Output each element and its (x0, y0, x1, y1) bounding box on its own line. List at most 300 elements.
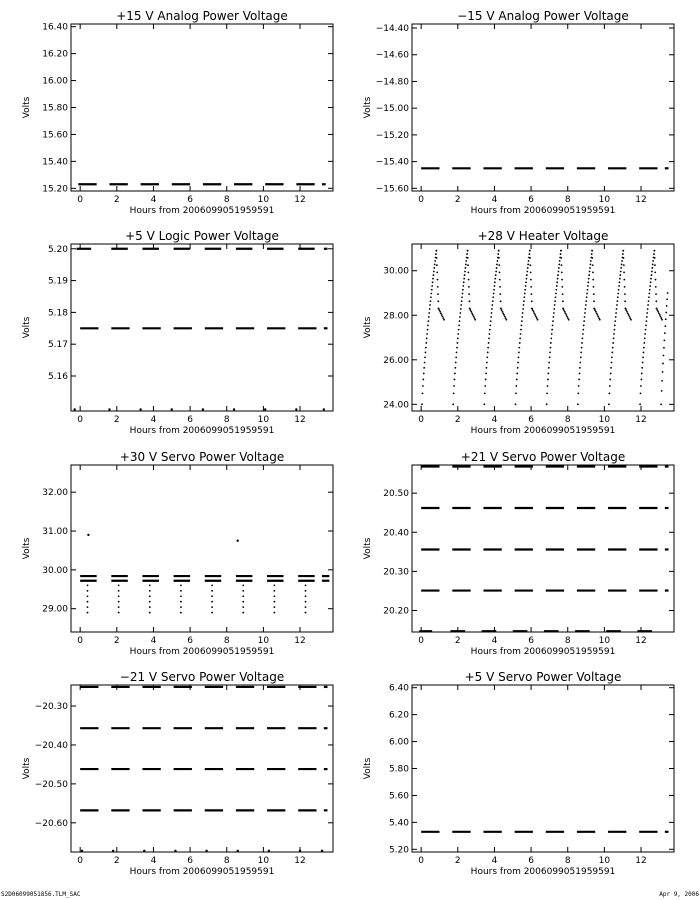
y-tick-label: 20.30 (383, 567, 409, 578)
data-point (532, 309, 534, 311)
data-point (525, 281, 527, 283)
data-point (583, 320, 585, 322)
x-tick-label: 2 (454, 636, 461, 646)
x-axis-label: Hours from 2006099051959591 (470, 426, 616, 436)
x-tick-label: 12 (294, 195, 306, 205)
data-point (242, 590, 244, 592)
data-point (529, 264, 531, 266)
data-point (264, 408, 266, 410)
data-point (456, 347, 458, 349)
data-point (654, 271, 656, 273)
data-point (551, 333, 553, 335)
data-point (617, 293, 619, 295)
data-point (558, 267, 560, 269)
data-point (486, 356, 488, 358)
data-point (663, 355, 665, 357)
data-point (471, 312, 473, 314)
data-point (233, 408, 235, 410)
data-point (273, 601, 275, 603)
data-point (305, 601, 307, 603)
x-tick-label: 8 (223, 636, 230, 646)
data-point (459, 312, 461, 314)
x-tick-label: 8 (564, 856, 571, 866)
x-tick-label: 0 (418, 856, 425, 866)
data-point (431, 285, 433, 287)
y-tick-label: −15.40 (375, 157, 409, 168)
data-point (492, 296, 494, 298)
data-point (625, 309, 627, 311)
chart-title: +21 V Servo Power Voltage (460, 450, 626, 464)
data-point (624, 286, 626, 288)
y-tick-label: 15.20 (42, 184, 68, 195)
data-point (597, 314, 599, 316)
x-tick-label: 4 (150, 856, 157, 866)
data-point (552, 324, 554, 326)
data-point (518, 356, 520, 358)
data-point (629, 317, 631, 319)
data-point (429, 304, 431, 306)
data-point (469, 300, 471, 302)
data-point (662, 371, 664, 373)
data-point (652, 260, 654, 262)
data-point (430, 300, 432, 302)
data-point (586, 293, 588, 295)
data-point (456, 352, 458, 354)
y-tick-label: 5.17 (47, 340, 68, 351)
data-point (180, 606, 182, 608)
x-tick-label: 4 (491, 415, 498, 425)
x-tick-label: 2 (113, 195, 120, 205)
data-point (622, 253, 624, 255)
data-point (455, 356, 457, 358)
data-point (659, 314, 661, 316)
data-point (556, 281, 558, 283)
data-point (305, 584, 307, 586)
y-tick-label: −14.80 (375, 77, 409, 88)
data-point (561, 271, 563, 273)
x-tick-label: 0 (77, 636, 84, 646)
data-point (577, 403, 579, 405)
data-point (595, 311, 597, 313)
data-point (536, 317, 538, 319)
data-point (639, 403, 641, 405)
x-tick-label: 0 (77, 856, 84, 866)
y-tick-label: 5.16 (47, 372, 68, 383)
data-point (590, 260, 592, 262)
data-point (654, 257, 656, 259)
y-tick-label: 15.40 (42, 157, 68, 168)
data-point (527, 264, 529, 266)
data-point (483, 403, 485, 405)
data-point (437, 286, 439, 288)
data-point (619, 274, 621, 276)
data-point (654, 264, 656, 266)
data-point (211, 612, 213, 614)
data-point (499, 286, 501, 288)
data-point (87, 606, 89, 608)
data-point (143, 850, 145, 852)
y-tick-label: 29.00 (42, 604, 68, 615)
plot-frame (412, 244, 674, 411)
y-tick-label: −14.40 (375, 24, 409, 35)
data-point (649, 285, 651, 287)
data-point (149, 612, 151, 614)
x-tick-label: 0 (418, 195, 425, 205)
data-point (474, 319, 476, 321)
y-axis-label: Volts (22, 537, 32, 560)
data-point (664, 332, 666, 334)
data-point (465, 260, 467, 262)
x-tick-label: 12 (635, 636, 647, 646)
data-point (622, 250, 624, 252)
data-point (467, 264, 469, 266)
x-axis-label: Hours from 2006099051959591 (129, 867, 275, 877)
data-point (490, 316, 492, 318)
data-point (616, 304, 618, 306)
data-point (118, 601, 120, 603)
data-point (438, 309, 440, 311)
y-tick-label: −20.50 (34, 779, 68, 790)
x-tick-label: 2 (454, 195, 461, 205)
data-point (550, 338, 552, 340)
data-point (591, 257, 593, 259)
x-tick-label: 6 (187, 856, 193, 866)
data-point (641, 373, 643, 375)
data-point (621, 264, 623, 266)
data-point (439, 311, 441, 313)
data-point (657, 311, 659, 313)
data-point (661, 390, 663, 392)
chart-title: +28 V Heater Voltage (477, 229, 609, 243)
data-point (468, 286, 470, 288)
data-point (646, 316, 648, 318)
y-tick-label: 5.18 (47, 308, 68, 319)
data-point (591, 253, 593, 255)
data-point (614, 329, 616, 331)
data-point (524, 289, 526, 291)
data-point (268, 850, 270, 852)
data-point (242, 584, 244, 586)
data-point (489, 333, 491, 335)
data-point (180, 595, 182, 597)
data-point (650, 278, 652, 280)
data-point (560, 250, 562, 252)
data-point (180, 601, 182, 603)
data-point (599, 319, 601, 321)
data-point (515, 403, 517, 405)
chart-title: +15 V Analog Power Voltage (116, 9, 288, 23)
y-tick-label: 30.00 (383, 266, 409, 277)
data-point (87, 534, 89, 536)
data-point (211, 601, 213, 603)
data-point (500, 308, 502, 310)
data-point (237, 540, 239, 542)
data-point (211, 595, 213, 597)
data-point (660, 317, 662, 319)
footer-filename: S2D06099051856.TLM_SAC (1, 891, 81, 898)
data-point (663, 347, 665, 349)
data-point (434, 264, 436, 266)
data-point (652, 264, 654, 266)
x-tick-label: 10 (598, 415, 611, 425)
data-point (556, 285, 558, 287)
x-tick-label: 4 (150, 415, 157, 425)
data-point (530, 271, 532, 273)
x-tick-label: 4 (150, 636, 157, 646)
x-tick-label: 0 (77, 415, 84, 425)
data-point (555, 296, 557, 298)
data-point (435, 253, 437, 255)
data-point (504, 316, 506, 318)
data-point (586, 296, 588, 298)
data-point (667, 292, 669, 294)
data-point (494, 278, 496, 280)
data-point (625, 308, 627, 310)
data-point (660, 403, 662, 405)
data-point (461, 300, 463, 302)
data-point (523, 300, 525, 302)
y-tick-label: 5.60 (388, 791, 409, 802)
y-tick-label: 5.80 (388, 764, 409, 775)
data-point (458, 324, 460, 326)
data-point (438, 308, 440, 310)
data-point (273, 595, 275, 597)
data-point (464, 271, 466, 273)
y-axis-label: Volts (22, 96, 32, 119)
data-point (655, 300, 657, 302)
data-point (620, 267, 622, 269)
data-point (530, 279, 532, 281)
data-point (653, 250, 655, 252)
data-point (436, 271, 438, 273)
data-point (587, 285, 589, 287)
data-point (564, 311, 566, 313)
data-point (590, 264, 592, 266)
data-point (585, 300, 587, 302)
x-tick-label: 6 (528, 415, 534, 425)
data-point (619, 281, 621, 283)
data-point (656, 309, 658, 311)
data-point (501, 309, 503, 311)
y-tick-label: 5.20 (47, 244, 68, 255)
data-point (487, 347, 489, 349)
y-tick-label: 5.20 (388, 845, 409, 856)
data-point (242, 595, 244, 597)
data-point (463, 278, 465, 280)
data-point (484, 393, 486, 395)
y-axis-label: Volts (22, 757, 32, 780)
chart-title: +5 V Logic Power Voltage (125, 229, 279, 243)
data-point (616, 308, 618, 310)
data-point (437, 293, 439, 295)
x-tick-label: 2 (113, 415, 120, 425)
x-tick-label: 10 (598, 856, 611, 866)
y-tick-label: 16.20 (42, 49, 68, 60)
data-point (566, 316, 568, 318)
data-point (618, 289, 620, 291)
data-point (587, 281, 589, 283)
x-tick-label: 4 (150, 195, 157, 205)
data-point (553, 308, 555, 310)
plot-frame (412, 465, 674, 632)
data-point (442, 317, 444, 319)
data-point (623, 264, 625, 266)
data-point (485, 373, 487, 375)
data-point (428, 316, 430, 318)
data-point (647, 308, 649, 310)
data-point (489, 329, 491, 331)
data-point (323, 408, 325, 410)
data-point (470, 309, 472, 311)
data-point (546, 403, 548, 405)
x-tick-label: 4 (491, 856, 498, 866)
data-layer (73, 249, 327, 411)
data-point (618, 285, 620, 287)
data-point (422, 393, 424, 395)
x-tick-label: 12 (635, 415, 647, 425)
data-point (432, 278, 434, 280)
data-point (589, 267, 591, 269)
data-point (529, 250, 531, 252)
data-point (610, 373, 612, 375)
chart-panel (22, 450, 333, 657)
data-point (522, 308, 524, 310)
data-point (557, 278, 559, 280)
data-point (655, 293, 657, 295)
data-point (526, 271, 528, 273)
data-point (517, 362, 519, 364)
data-point (149, 595, 151, 597)
data-point (522, 312, 524, 314)
data-point (623, 257, 625, 259)
x-tick-label: 8 (564, 636, 571, 646)
data-point (584, 308, 586, 310)
data-point (614, 320, 616, 322)
data-point (494, 281, 496, 283)
data-point (505, 319, 507, 321)
data-point (648, 300, 650, 302)
y-tick-label: 31.00 (42, 527, 68, 538)
data-point (562, 308, 564, 310)
data-point (561, 286, 563, 288)
y-tick-label: 6.00 (388, 737, 409, 748)
data-point (299, 850, 301, 852)
data-point (527, 267, 529, 269)
chart-title: −21 V Servo Power Voltage (119, 670, 285, 684)
data-point (87, 612, 89, 614)
data-point (305, 595, 307, 597)
data-point (498, 250, 500, 252)
x-tick-label: 6 (187, 415, 193, 425)
data-point (585, 304, 587, 306)
y-tick-label: 26.00 (383, 355, 409, 366)
data-point (640, 393, 642, 395)
data-point (73, 408, 75, 410)
data-point (517, 367, 519, 369)
y-tick-label: −15.60 (375, 184, 409, 195)
data-point (486, 362, 488, 364)
data-point (643, 342, 645, 344)
data-point (495, 271, 497, 273)
x-axis-label: Hours from 2006099051959591 (129, 206, 275, 216)
data-point (612, 342, 614, 344)
data-point (180, 612, 182, 614)
data-point (529, 257, 531, 259)
data-point (454, 367, 456, 369)
data-point (273, 606, 275, 608)
data-point (554, 300, 556, 302)
data-point (559, 260, 561, 262)
data-point (558, 264, 560, 266)
data-point (581, 342, 583, 344)
data-point (640, 385, 642, 387)
x-tick-label: 10 (257, 415, 270, 425)
y-tick-label: 28.00 (383, 311, 409, 322)
chart-panel (22, 670, 333, 877)
data-point (435, 250, 437, 252)
data-point (462, 289, 464, 291)
data-point (467, 257, 469, 259)
data-point (653, 253, 655, 255)
data-point (180, 590, 182, 592)
data-point (611, 362, 613, 364)
data-point (430, 293, 432, 295)
data-point (664, 325, 666, 327)
data-point (623, 271, 625, 273)
data-point (563, 309, 565, 311)
y-tick-label: 20.50 (383, 489, 409, 500)
data-point (518, 347, 520, 349)
y-tick-label: 5.19 (47, 276, 68, 287)
data-point (630, 319, 632, 321)
data-point (548, 367, 550, 369)
data-point (500, 300, 502, 302)
data-point (468, 293, 470, 295)
data-point (424, 362, 426, 364)
data-point (591, 250, 593, 252)
data-point (149, 584, 151, 586)
x-tick-label: 2 (454, 856, 461, 866)
x-tick-label: 10 (257, 195, 270, 205)
data-point (455, 362, 457, 364)
data-point (640, 379, 642, 381)
data-point (457, 342, 459, 344)
data-point (497, 253, 499, 255)
data-point (174, 850, 176, 852)
y-tick-label: 15.60 (42, 130, 68, 141)
data-point (565, 312, 567, 314)
data-point (485, 379, 487, 381)
data-point (530, 286, 532, 288)
data-point (614, 324, 616, 326)
data-point (523, 304, 525, 306)
data-point (433, 267, 435, 269)
data-point (421, 403, 423, 405)
data-point (211, 590, 213, 592)
data-point (623, 279, 625, 281)
data-layer (421, 250, 668, 405)
data-point (466, 253, 468, 255)
data-point (547, 373, 549, 375)
data-point (558, 271, 560, 273)
data-point (429, 308, 431, 310)
data-layer (419, 467, 668, 632)
y-tick-label: −15.20 (375, 130, 409, 141)
data-point (567, 317, 569, 319)
data-point (628, 316, 630, 318)
data-point (502, 312, 504, 314)
data-point (457, 338, 459, 340)
